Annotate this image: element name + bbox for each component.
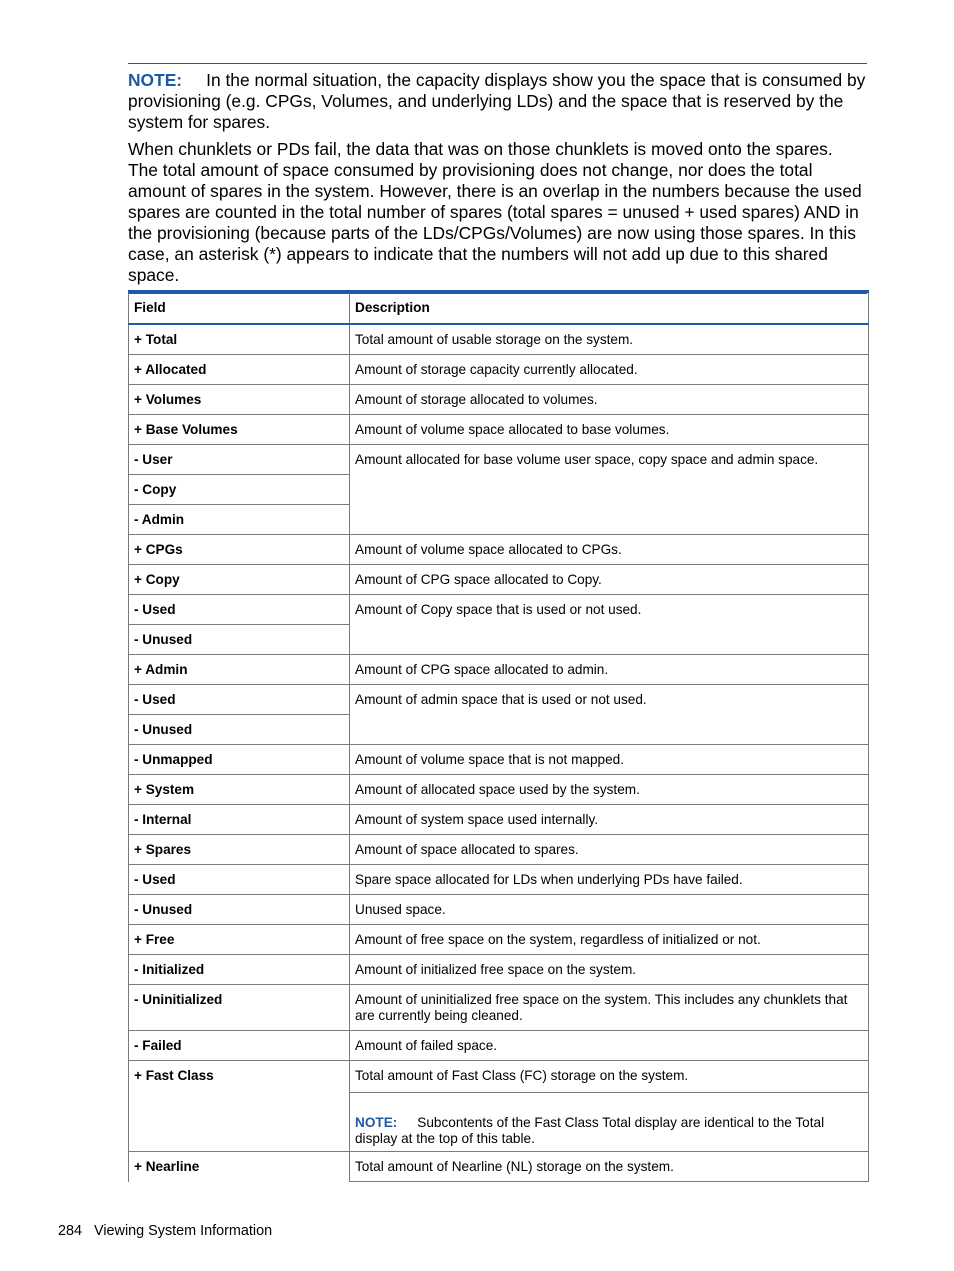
description-cell (350, 1061, 869, 1152)
description-cell: Amount of volume space allocated to base volumes. (350, 415, 869, 445)
description-cell: Total amount of usable storage on the system. (350, 324, 869, 355)
field-cell: - Admin (129, 505, 350, 535)
field-cell: + CPGs (129, 535, 350, 565)
table-row (129, 535, 869, 565)
field-cell: - Unmapped (129, 745, 350, 775)
field-cell: - User (129, 445, 350, 475)
table-row (129, 985, 869, 1031)
description-cell: Amount of space allocated to spares. (350, 835, 869, 865)
table-header-row (129, 292, 869, 325)
table-row (129, 805, 869, 835)
fast-class-note-label: NOTE: (355, 1115, 398, 1130)
note-paragraph-1 (128, 70, 867, 133)
table-row (129, 745, 869, 775)
description-cell: Amount of free space on the system, regardless of initialized or not. (350, 925, 869, 955)
description-cell: Amount allocated for base volume user space, copy space and admin space. (350, 445, 869, 535)
field-cell: - Initialized (129, 955, 350, 985)
field-cell: - Unused (129, 715, 350, 745)
description-cell: Amount of CPG space allocated to admin. (350, 655, 869, 685)
table-row (129, 565, 869, 595)
description-cell: Amount of uninitialized free space on the system. This includes any chunklets that are currently being cleaned. (350, 985, 869, 1031)
description-cell: Amount of initialized free space on the system. (350, 955, 869, 985)
field-cell: + Allocated (129, 355, 350, 385)
note-paragraph-2: When chunklets or PDs fail, the data that was on those chunklets is moved onto the spares. The total amount of space consumed by provisioning does not change, nor does the total amount of spares in the system. However, there is an overlap in the numbers because the used spares are counted in the total number of spares (total spares = unused + used spares) AND in the provisioning (because parts of the LDs/CPGs/Volumes) are now using those spares. In this case, an asterisk (*) appears to indicate that the numbers will not add up due to this shared space. (128, 139, 862, 285)
field-cell: - Used (129, 865, 350, 895)
field-cell: + Fast Class (129, 1061, 350, 1152)
table-row (129, 595, 869, 625)
note-block (128, 63, 867, 294)
table-row (129, 445, 869, 475)
fast-class-note (355, 1115, 863, 1147)
table-row (129, 655, 869, 685)
field-cell: + Base Volumes (129, 415, 350, 445)
description-cell: Amount of system space used internally. (350, 805, 869, 835)
table-row (129, 415, 869, 445)
field-cell: + Free (129, 925, 350, 955)
description-cell: Unused space. (350, 895, 869, 925)
description-cell: Amount of Copy space that is used or not used. (350, 595, 869, 655)
field-cell: + Admin (129, 655, 350, 685)
fast-class-description: Total amount of Fast Class (FC) storage on the system. (355, 1068, 689, 1083)
field-cell: + System (129, 775, 350, 805)
description-cell: Spare space allocated for LDs when underlying PDs have failed. (350, 865, 869, 895)
table-row (129, 865, 869, 895)
table-row (129, 1031, 869, 1061)
page-footer (58, 1223, 272, 1239)
description-cell: Amount of admin space that is used or not used. (350, 685, 869, 745)
fields-table (128, 290, 869, 1182)
note-label: NOTE: (128, 70, 183, 90)
table-row (129, 775, 869, 805)
field-cell: + Spares (129, 835, 350, 865)
table-row (129, 925, 869, 955)
field-cell: - Uninitialized (129, 985, 350, 1031)
note-text-1: In the normal situation, the capacity displays show you the space that is consumed by provisioning (e.g. CPGs, Volumes, and underlying LDs) and the space that is reserved by the system for spares. (128, 70, 866, 132)
table-row (129, 385, 869, 415)
description-cell: Amount of volume space that is not mapped. (350, 745, 869, 775)
description-cell: Total amount of Nearline (NL) storage on the system. (350, 1152, 869, 1182)
cell-divider (350, 1092, 868, 1093)
field-cell: - Used (129, 685, 350, 715)
table-row (129, 355, 869, 385)
table-row (129, 1152, 869, 1182)
header-field: Field (129, 292, 350, 325)
table-row (129, 895, 869, 925)
footer-section-title: Viewing System Information (94, 1223, 273, 1239)
field-cell: - Unused (129, 895, 350, 925)
description-cell: Amount of storage capacity currently allocated. (350, 355, 869, 385)
field-cell: - Internal (129, 805, 350, 835)
field-cell: - Failed (129, 1031, 350, 1061)
field-cell: + Nearline (129, 1152, 350, 1182)
table-row (129, 835, 869, 865)
table-row (129, 955, 869, 985)
description-cell: Amount of volume space allocated to CPGs. (350, 535, 869, 565)
field-cell: + Copy (129, 565, 350, 595)
table-row (129, 324, 869, 355)
page-number: 284 (58, 1223, 83, 1239)
description-cell: Amount of failed space. (350, 1031, 869, 1061)
table-row (129, 1061, 869, 1152)
field-cell: + Volumes (129, 385, 350, 415)
description-cell: Amount of storage allocated to volumes. (350, 385, 869, 415)
header-description: Description (350, 292, 869, 325)
field-cell: - Unused (129, 625, 350, 655)
field-cell: - Used (129, 595, 350, 625)
description-cell: Amount of allocated space used by the system. (350, 775, 869, 805)
fast-class-note-text: Subcontents of the Fast Class Total display are identical to the Total display at the top of this table. (355, 1115, 825, 1146)
description-cell: Amount of CPG space allocated to Copy. (350, 565, 869, 595)
field-cell: - Copy (129, 475, 350, 505)
field-cell: + Total (129, 324, 350, 355)
table-row (129, 685, 869, 715)
